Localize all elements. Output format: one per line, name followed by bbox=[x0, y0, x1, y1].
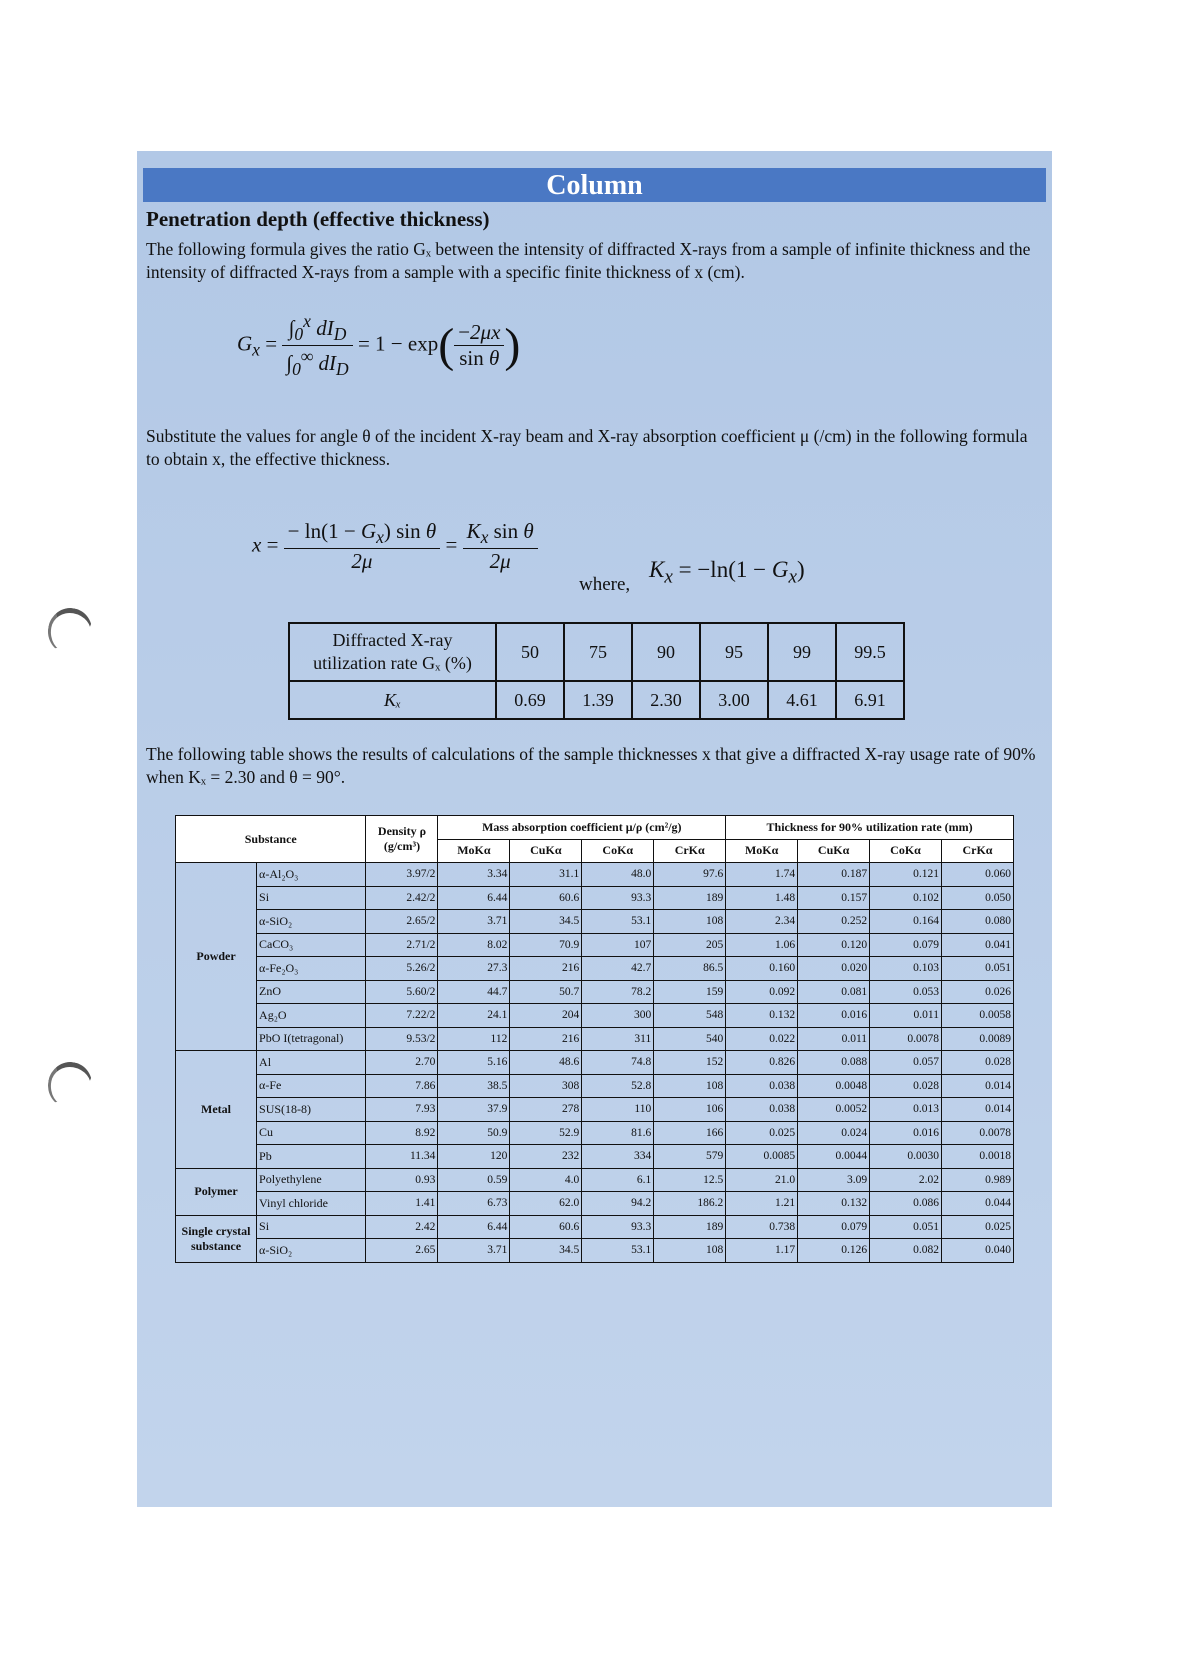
value-cell: 86.5 bbox=[654, 957, 726, 981]
value-cell: 0.014 bbox=[942, 1098, 1014, 1122]
value-cell: 0.0058 bbox=[942, 1004, 1014, 1028]
value-cell: 159 bbox=[654, 980, 726, 1004]
value-cell: 108 bbox=[654, 1074, 726, 1098]
column-banner: Column bbox=[143, 168, 1046, 202]
value-cell: 0.028 bbox=[870, 1074, 942, 1098]
value-cell: 112 bbox=[438, 1027, 510, 1051]
group-label: Single crystal substance bbox=[176, 1215, 257, 1262]
value-cell: 97.6 bbox=[654, 863, 726, 887]
value-cell: 166 bbox=[654, 1121, 726, 1145]
value-cell: 216 bbox=[510, 1027, 582, 1051]
value-cell: 0.028 bbox=[942, 1051, 1014, 1075]
value-cell: 0.024 bbox=[798, 1121, 870, 1145]
substance-cell: Cu bbox=[257, 1121, 366, 1145]
value-cell: 9.53/2 bbox=[366, 1027, 438, 1051]
value-cell: 0.082 bbox=[870, 1239, 942, 1263]
rate-cell: 90 bbox=[632, 623, 700, 681]
group-label: Metal bbox=[176, 1051, 257, 1169]
header-row-1 bbox=[176, 816, 1014, 840]
value-cell: 308 bbox=[510, 1074, 582, 1098]
value-cell: 0.0018 bbox=[942, 1145, 1014, 1169]
kx-cell: 3.00 bbox=[700, 681, 768, 719]
formula-gx: $G_x$ = $\frac{\int_0^x dI_D}{\int_0^\infty dI_D}$ = 1 − exp( $\frac{-2\mu x}{\text{sin θ}}$ ) bbox=[237, 311, 521, 380]
value-cell: 8.02 bbox=[438, 933, 510, 957]
value-cell: 0.59 bbox=[438, 1168, 510, 1192]
value-cell: 0.0078 bbox=[870, 1027, 942, 1051]
substance-cell: Ag₂O bbox=[257, 1004, 366, 1028]
value-cell: 0.092 bbox=[726, 980, 798, 1004]
utilization-label-line1: Diffracted X-ray bbox=[332, 630, 453, 650]
value-cell: 60.6 bbox=[510, 886, 582, 910]
value-cell: 50.7 bbox=[510, 980, 582, 1004]
section-heading: Penetration depth (effective thickness) bbox=[146, 207, 490, 231]
value-cell: 34.5 bbox=[510, 910, 582, 934]
value-cell: 2.02 bbox=[870, 1168, 942, 1192]
value-cell: 1.41 bbox=[366, 1192, 438, 1216]
substance-cell: Vinyl chloride bbox=[257, 1192, 366, 1216]
formula-x: x = $\frac{- \ln(1 - G_x) \sin \theta}{2\mu}$ = $\frac{K_x \sin \theta}{2\mu}$ bbox=[252, 519, 538, 574]
substance-cell: Al bbox=[257, 1051, 366, 1075]
value-cell: 0.0030 bbox=[870, 1145, 942, 1169]
value-cell: 0.0048 bbox=[798, 1074, 870, 1098]
value-cell: 186.2 bbox=[654, 1192, 726, 1216]
substance-cell: α-Al₂O₃ bbox=[257, 863, 366, 887]
substance-cell: CaCO₃ bbox=[257, 933, 366, 957]
rate-cell: 50 bbox=[496, 623, 564, 681]
rate-cell: 99.5 bbox=[836, 623, 904, 681]
group-label: Powder bbox=[176, 863, 257, 1051]
value-cell: 0.081 bbox=[798, 980, 870, 1004]
value-cell: 38.5 bbox=[438, 1074, 510, 1098]
value-cell: 334 bbox=[582, 1145, 654, 1169]
value-cell: 7.22/2 bbox=[366, 1004, 438, 1028]
value-cell: 110 bbox=[582, 1098, 654, 1122]
value-cell: 48.6 bbox=[510, 1051, 582, 1075]
value-cell: 0.120 bbox=[798, 933, 870, 957]
value-cell: 1.17 bbox=[726, 1239, 798, 1263]
kx-label: Kₓ bbox=[289, 681, 496, 719]
value-cell: 0.057 bbox=[870, 1051, 942, 1075]
value-cell: 0.044 bbox=[942, 1192, 1014, 1216]
table-row bbox=[176, 980, 1014, 1004]
value-cell: 3.34 bbox=[438, 863, 510, 887]
value-cell: 204 bbox=[510, 1004, 582, 1028]
value-cell: 0.060 bbox=[942, 863, 1014, 887]
where-label: where, bbox=[579, 574, 631, 595]
value-cell: 1.74 bbox=[726, 863, 798, 887]
value-cell: 0.187 bbox=[798, 863, 870, 887]
value-cell: 0.079 bbox=[798, 1215, 870, 1239]
value-cell: 540 bbox=[654, 1027, 726, 1051]
value-cell: 1.21 bbox=[726, 1192, 798, 1216]
value-cell: 34.5 bbox=[510, 1239, 582, 1263]
kx-cell: 2.30 bbox=[632, 681, 700, 719]
value-cell: 0.0085 bbox=[726, 1145, 798, 1169]
value-cell: 0.0089 bbox=[942, 1027, 1014, 1051]
target-header: CoKα bbox=[582, 839, 654, 863]
value-cell: 6.1 bbox=[582, 1168, 654, 1192]
value-cell: 11.34 bbox=[366, 1145, 438, 1169]
utilization-rate-label bbox=[289, 623, 496, 681]
substance-cell: Polyethylene bbox=[257, 1168, 366, 1192]
value-cell: 0.164 bbox=[870, 910, 942, 934]
value-cell: 152 bbox=[654, 1051, 726, 1075]
value-cell: 0.121 bbox=[870, 863, 942, 887]
value-cell: 62.0 bbox=[510, 1192, 582, 1216]
rate-cell: 95 bbox=[700, 623, 768, 681]
value-cell: 548 bbox=[654, 1004, 726, 1028]
value-cell: 278 bbox=[510, 1098, 582, 1122]
value-cell: 6.44 bbox=[438, 1215, 510, 1239]
column-panel bbox=[137, 151, 1052, 1507]
value-cell: 3.71 bbox=[438, 910, 510, 934]
value-cell: 0.0044 bbox=[798, 1145, 870, 1169]
table-row bbox=[176, 933, 1014, 957]
value-cell: 27.3 bbox=[438, 957, 510, 981]
value-cell: 74.8 bbox=[582, 1051, 654, 1075]
substance-cell: α-Fe bbox=[257, 1074, 366, 1098]
kx-cell: 0.69 bbox=[496, 681, 564, 719]
value-cell: 0.132 bbox=[798, 1192, 870, 1216]
table-row bbox=[176, 1145, 1014, 1169]
value-cell: 0.989 bbox=[942, 1168, 1014, 1192]
value-cell: 53.1 bbox=[582, 910, 654, 934]
value-cell: 0.102 bbox=[870, 886, 942, 910]
table-row bbox=[176, 1192, 1014, 1216]
value-cell: 94.2 bbox=[582, 1192, 654, 1216]
value-cell: 189 bbox=[654, 1215, 726, 1239]
value-cell: 0.053 bbox=[870, 980, 942, 1004]
value-cell: 0.086 bbox=[870, 1192, 942, 1216]
value-cell: 107 bbox=[582, 933, 654, 957]
value-cell: 0.051 bbox=[870, 1215, 942, 1239]
value-cell: 48.0 bbox=[582, 863, 654, 887]
target-header: MoKα bbox=[438, 839, 510, 863]
rate-cell: 99 bbox=[768, 623, 836, 681]
value-cell: 0.041 bbox=[942, 933, 1014, 957]
results-paragraph: The following table shows the results of calculations of the sample thicknesses x that give a diffracted X-ray usage rate of 90% when Kₓ = 2.30 and θ = 90°. bbox=[146, 744, 1036, 787]
value-cell: 0.132 bbox=[726, 1004, 798, 1028]
value-cell: 60.6 bbox=[510, 1215, 582, 1239]
value-cell: 50.9 bbox=[438, 1121, 510, 1145]
target-header: CoKα bbox=[870, 839, 942, 863]
value-cell: 5.26/2 bbox=[366, 957, 438, 981]
value-cell: 0.016 bbox=[870, 1121, 942, 1145]
kx-cell: 6.91 bbox=[836, 681, 904, 719]
table-row bbox=[176, 1051, 1014, 1075]
value-cell: 0.0052 bbox=[798, 1098, 870, 1122]
value-cell: 0.026 bbox=[942, 980, 1014, 1004]
value-cell: 311 bbox=[582, 1027, 654, 1051]
value-cell: 0.080 bbox=[942, 910, 1014, 934]
value-cell: 4.0 bbox=[510, 1168, 582, 1192]
substance-cell: Si bbox=[257, 886, 366, 910]
table-row bbox=[176, 1121, 1014, 1145]
utilization-rate-row bbox=[289, 623, 904, 681]
value-cell: 0.738 bbox=[726, 1215, 798, 1239]
value-cell: 0.826 bbox=[726, 1051, 798, 1075]
value-cell: 5.16 bbox=[438, 1051, 510, 1075]
target-header: MoKα bbox=[726, 839, 798, 863]
value-cell: 0.157 bbox=[798, 886, 870, 910]
value-cell: 53.1 bbox=[582, 1239, 654, 1263]
value-cell: 7.93 bbox=[366, 1098, 438, 1122]
value-cell: 31.1 bbox=[510, 863, 582, 887]
value-cell: 0.160 bbox=[726, 957, 798, 981]
value-cell: 0.011 bbox=[798, 1027, 870, 1051]
table-row bbox=[176, 1004, 1014, 1028]
binder-hole-bottom bbox=[44, 1059, 95, 1112]
kx-row bbox=[289, 681, 904, 719]
value-cell: 120 bbox=[438, 1145, 510, 1169]
value-cell: 189 bbox=[654, 886, 726, 910]
value-cell: 0.038 bbox=[726, 1098, 798, 1122]
value-cell: 70.9 bbox=[510, 933, 582, 957]
substance-cell: α-SiO₂ bbox=[257, 1239, 366, 1263]
substance-cell: α-Fe₂O₃ bbox=[257, 957, 366, 981]
value-cell: 0.038 bbox=[726, 1074, 798, 1098]
value-cell: 2.65 bbox=[366, 1239, 438, 1263]
value-cell: 0.020 bbox=[798, 957, 870, 981]
substance-cell: SUS(18-8) bbox=[257, 1098, 366, 1122]
substance-cell: PbO I(tetragonal) bbox=[257, 1027, 366, 1051]
value-cell: 0.025 bbox=[726, 1121, 798, 1145]
target-header: CuKα bbox=[510, 839, 582, 863]
utilization-label-line2: utilization rate Gₓ (%) bbox=[313, 653, 472, 673]
substance-cell: α-SiO₂ bbox=[257, 910, 366, 934]
value-cell: 579 bbox=[654, 1145, 726, 1169]
substance-cell: ZnO bbox=[257, 980, 366, 1004]
formula-kx: $K_x = -\ln(1 - G_x)$ bbox=[649, 557, 805, 588]
value-cell: 0.013 bbox=[870, 1098, 942, 1122]
value-cell: 1.06 bbox=[726, 933, 798, 957]
density-header: Density ρ (g/cm³) bbox=[366, 816, 438, 863]
table-row bbox=[176, 1027, 1014, 1051]
value-cell: 78.2 bbox=[582, 980, 654, 1004]
value-cell: 108 bbox=[654, 1239, 726, 1263]
rate-cell: 75 bbox=[564, 623, 632, 681]
value-cell: 2.34 bbox=[726, 910, 798, 934]
thickness-table-body bbox=[176, 863, 1014, 1263]
value-cell: 52.9 bbox=[510, 1121, 582, 1145]
value-cell: 0.0078 bbox=[942, 1121, 1014, 1145]
value-cell: 216 bbox=[510, 957, 582, 981]
value-cell: 3.71 bbox=[438, 1239, 510, 1263]
value-cell: 12.5 bbox=[654, 1168, 726, 1192]
value-cell: 0.126 bbox=[798, 1239, 870, 1263]
table-row bbox=[176, 1168, 1014, 1192]
value-cell: 8.92 bbox=[366, 1121, 438, 1145]
value-cell: 0.103 bbox=[870, 957, 942, 981]
value-cell: 24.1 bbox=[438, 1004, 510, 1028]
value-cell: 0.040 bbox=[942, 1239, 1014, 1263]
value-cell: 0.025 bbox=[942, 1215, 1014, 1239]
value-cell: 93.3 bbox=[582, 1215, 654, 1239]
binder-hole-top bbox=[44, 605, 95, 658]
target-header: CrKα bbox=[942, 839, 1014, 863]
kx-cell: 4.61 bbox=[768, 681, 836, 719]
value-cell: 0.079 bbox=[870, 933, 942, 957]
substance-cell: Si bbox=[257, 1215, 366, 1239]
substance-header: Substance bbox=[176, 816, 366, 863]
value-cell: 6.44 bbox=[438, 886, 510, 910]
value-cell: 0.051 bbox=[942, 957, 1014, 981]
value-cell: 37.9 bbox=[438, 1098, 510, 1122]
value-cell: 0.252 bbox=[798, 910, 870, 934]
thickness-table bbox=[175, 815, 1014, 1263]
target-header: CuKα bbox=[798, 839, 870, 863]
table-row bbox=[176, 1215, 1014, 1239]
group-label: Polymer bbox=[176, 1168, 257, 1215]
value-cell: 2.70 bbox=[366, 1051, 438, 1075]
table-row bbox=[176, 863, 1014, 887]
value-cell: 7.86 bbox=[366, 1074, 438, 1098]
value-cell: 108 bbox=[654, 910, 726, 934]
mass-absorption-header: Mass absorption coefficient μ/ρ (cm²/g) bbox=[438, 816, 726, 840]
substance-cell: Pb bbox=[257, 1145, 366, 1169]
value-cell: 2.42 bbox=[366, 1215, 438, 1239]
value-cell: 0.016 bbox=[798, 1004, 870, 1028]
value-cell: 232 bbox=[510, 1145, 582, 1169]
value-cell: 2.65/2 bbox=[366, 910, 438, 934]
value-cell: 81.6 bbox=[582, 1121, 654, 1145]
kx-cell: 1.39 bbox=[564, 681, 632, 719]
value-cell: 106 bbox=[654, 1098, 726, 1122]
value-cell: 0.022 bbox=[726, 1027, 798, 1051]
value-cell: 0.011 bbox=[870, 1004, 942, 1028]
table-row bbox=[176, 910, 1014, 934]
value-cell: 2.71/2 bbox=[366, 933, 438, 957]
value-cell: 3.09 bbox=[798, 1168, 870, 1192]
value-cell: 0.088 bbox=[798, 1051, 870, 1075]
value-cell: 1.48 bbox=[726, 886, 798, 910]
value-cell: 6.73 bbox=[438, 1192, 510, 1216]
value-cell: 52.8 bbox=[582, 1074, 654, 1098]
target-header: CrKα bbox=[654, 839, 726, 863]
value-cell: 44.7 bbox=[438, 980, 510, 1004]
value-cell: 21.0 bbox=[726, 1168, 798, 1192]
value-cell: 2.42/2 bbox=[366, 886, 438, 910]
value-cell: 42.7 bbox=[582, 957, 654, 981]
table-row bbox=[176, 957, 1014, 981]
thickness-header: Thickness for 90% utilization rate (mm) bbox=[726, 816, 1014, 840]
substitute-paragraph: Substitute the values for angle θ of the incident X-ray beam and X-ray absorption coefficient μ (/cm) in the following formula to obtain x, the effective thickness. bbox=[146, 426, 1028, 469]
value-cell: 300 bbox=[582, 1004, 654, 1028]
kx-table bbox=[288, 622, 905, 720]
intro-paragraph: The following formula gives the ratio Gₓ between the intensity of diffracted X-rays from a sample of infinite thickness and the intensity of diffracted X-rays from a sample with a specific finite thickness of x (cm). bbox=[146, 239, 1031, 282]
value-cell: 93.3 bbox=[582, 886, 654, 910]
value-cell: 205 bbox=[654, 933, 726, 957]
table-row bbox=[176, 1239, 1014, 1263]
value-cell: 3.97/2 bbox=[366, 863, 438, 887]
value-cell: 0.014 bbox=[942, 1074, 1014, 1098]
value-cell: 5.60/2 bbox=[366, 980, 438, 1004]
value-cell: 0.050 bbox=[942, 886, 1014, 910]
table-row bbox=[176, 886, 1014, 910]
table-row bbox=[176, 1074, 1014, 1098]
table-row bbox=[176, 1098, 1014, 1122]
value-cell: 0.93 bbox=[366, 1168, 438, 1192]
